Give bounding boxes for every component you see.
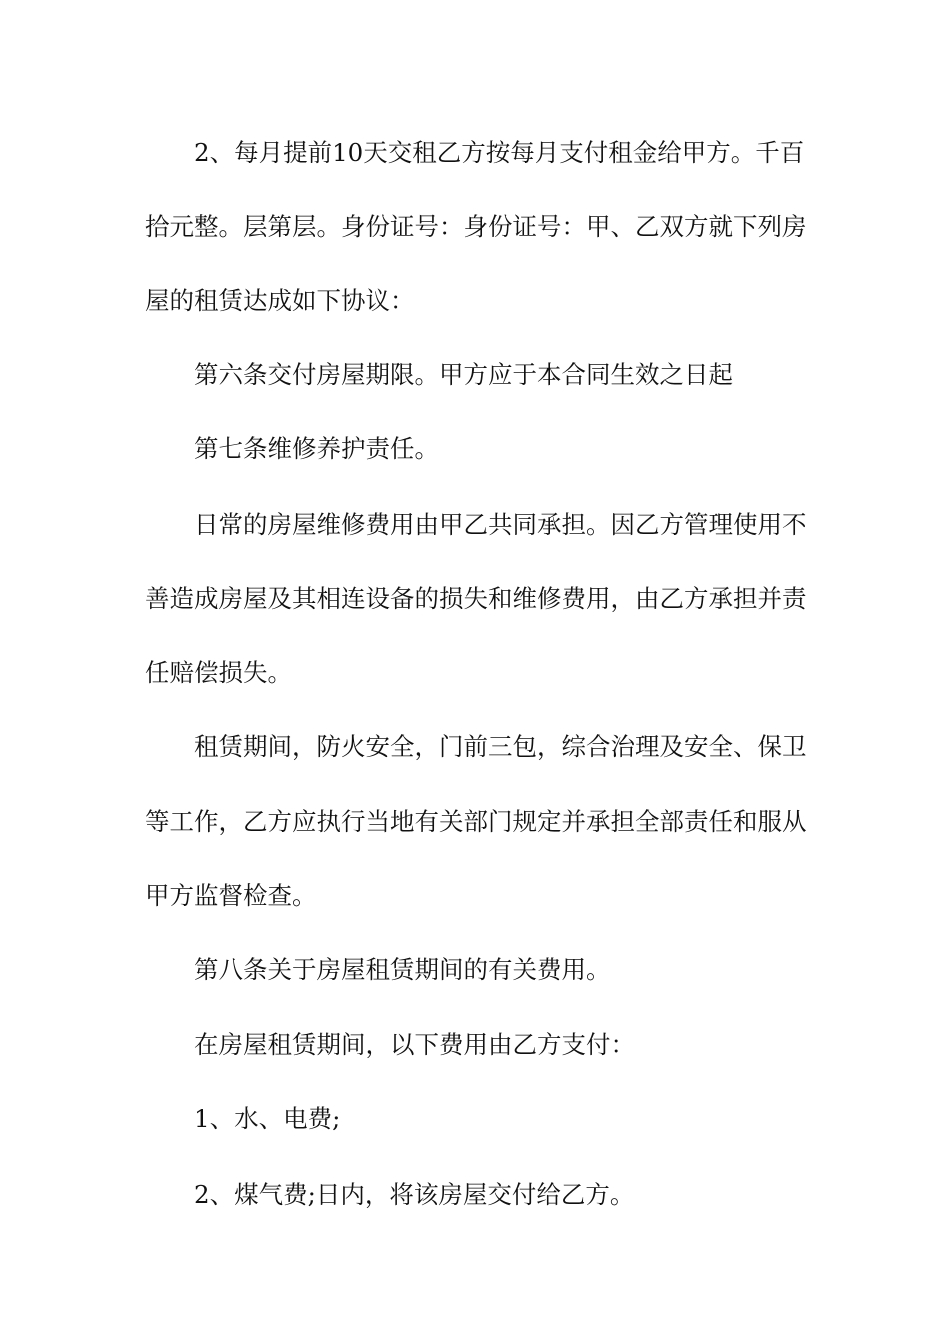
paragraph-line: 1、水、电费; (194, 1104, 341, 1133)
paragraph-line: 善造成房屋及其相连设备的损失和维修费用，由乙方承担并责 (145, 584, 807, 613)
paragraph-line: 租赁期间，防火安全，门前三包，综合治理及安全、保卫 (194, 732, 807, 761)
paragraph-line: 甲方监督检查。 (145, 881, 317, 910)
paragraph-line: 任赔偿损失。 (145, 658, 292, 687)
paragraph-line: 2、煤气费;日内，将该房屋交付给乙方。 (194, 1180, 635, 1209)
paragraph-line: 日常的房屋维修费用由甲乙共同承担。因乙方管理使用不 (194, 510, 807, 539)
paragraph-line: 拾元整。层第层。身份证号：身份证号：甲、乙双方就下列房 (145, 212, 807, 241)
paragraph-line: 等工作，乙方应执行当地有关部门规定并承担全部责任和服从 (145, 807, 807, 836)
paragraph-line: 2、每月提前10天交租乙方按每月支付租金给甲方。千百 (194, 138, 805, 167)
paragraph-line: 第七条维修养护责任。 (194, 434, 439, 463)
paragraph-line: 第八条关于房屋租赁期间的有关费用。 (194, 955, 611, 984)
paragraph-line: 屋的租赁达成如下协议： (145, 286, 415, 315)
paragraph-line: 第六条交付房屋期限。甲方应于本合同生效之日起 (194, 360, 733, 389)
paragraph-line: 在房屋租赁期间，以下费用由乙方支付： (194, 1030, 635, 1059)
